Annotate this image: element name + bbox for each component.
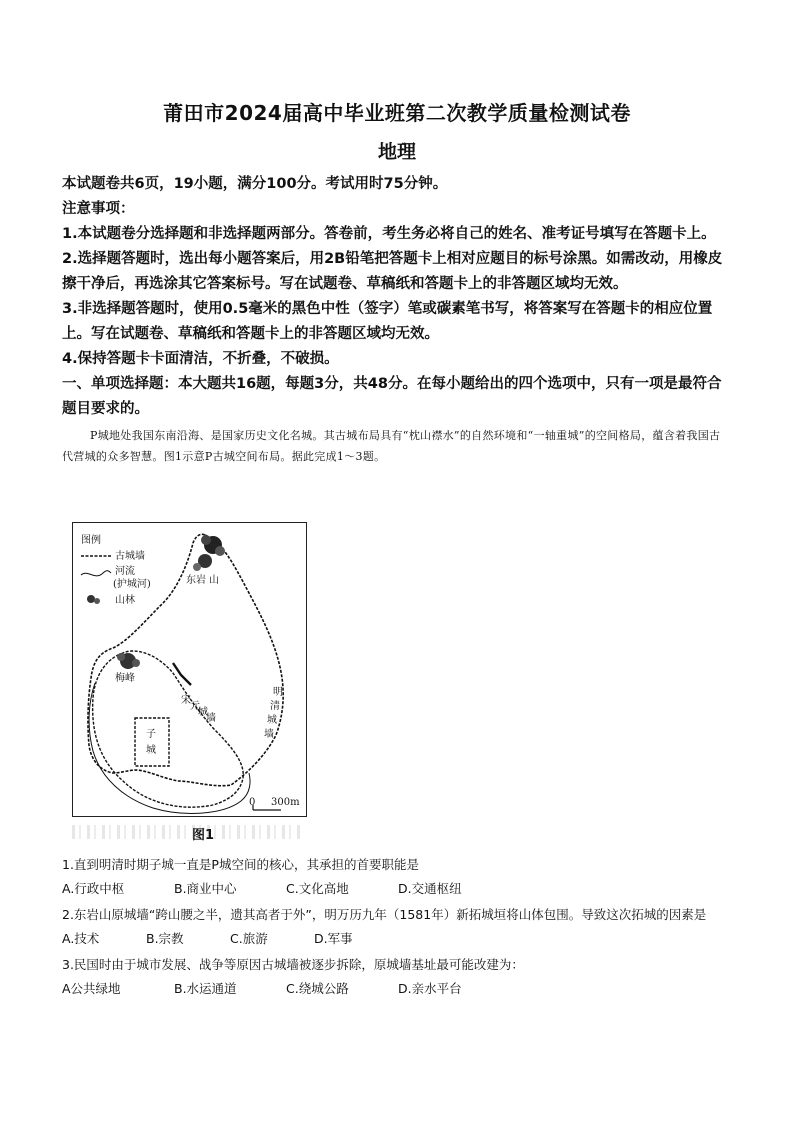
label-song-2: 元 xyxy=(190,701,200,712)
q2-option-c[interactable]: C.旅游 xyxy=(230,931,268,946)
question-3-options xyxy=(62,977,742,1001)
label-zicheng-2: 城 xyxy=(146,745,156,756)
label-dongyan-1: 东 xyxy=(186,575,196,586)
exam-instructions xyxy=(62,172,730,467)
label-song-4: 墙 xyxy=(206,713,216,724)
meifeng-forest xyxy=(117,653,140,669)
q1-option-c[interactable]: C.文化高地 xyxy=(286,881,349,896)
notice-item-3: 3.非选择题答题时，使用0.5毫米的黑色中性（签字）笔或碳素笔书写，将答案写在答题卡的相应位置上。写在试题卷、草稿纸和答题卡上的非答题区域均无效。 xyxy=(62,301,713,342)
scan-noise xyxy=(72,825,302,839)
q2-option-a[interactable]: A.技术 xyxy=(62,931,100,946)
label-dongyan-3: 山 xyxy=(209,575,219,586)
q3-option-a[interactable]: A公共绿地 xyxy=(62,981,121,996)
q3-option-b[interactable]: B.水运通道 xyxy=(174,981,237,996)
notice-item-1: 1.本试题卷分选择题和非选择题两部分。答卷前，考生务必将自己的姓名、准考证号填写在答题卡上。 xyxy=(62,226,716,242)
question-intro: P城地处我国东南沿海、是国家历史文化名城。其古城布局具有“枕山襟水”的自然环境和“一轴重城”的空间格局，蕴含着我国古代营城的众多智慧。图1示意P古城空间布局。据此完成1～3题。 xyxy=(62,429,721,463)
q1-option-a[interactable]: A.行政中枢 xyxy=(62,881,125,896)
legend-river-note: (护城河) xyxy=(113,579,151,590)
question-3-stem: 3.民国时由于城市发展、战争等原因古城墙被逐步拆除，原城墙基址最可能改建为： xyxy=(62,957,524,972)
figure-1 xyxy=(72,522,312,842)
ancient-city-map xyxy=(72,522,307,817)
notice-item-2: 2.选择题答题时，选出每小题答案后，用2B铅笔把答题卡上相对应题目的标号涂黑。如需改动，用橡皮擦干净后，再选涂其它答案标号。写在试题卷、草稿纸和答题卡上的非答题区域均无效。 xyxy=(62,251,723,292)
legend-forest-symbol xyxy=(87,595,100,604)
question-1-options xyxy=(62,877,742,901)
exam-summary: 本试题卷共6页，19小题，满分100分。考试用时75分钟。 xyxy=(62,176,448,192)
q3-option-c[interactable]: C.绕城公路 xyxy=(286,981,349,996)
section-heading: 一、单项选择题：本大题共16题，每题3分，共48分。在每小题给出的四个选项中，只有一项是最符合题目要求的。 xyxy=(62,376,722,417)
q3-option-d[interactable]: D.亲水平台 xyxy=(398,981,462,996)
moat-river-east xyxy=(173,663,191,685)
q1-option-d[interactable]: D.交通枢纽 xyxy=(398,881,462,896)
map-drawing xyxy=(73,523,308,818)
label-zicheng-1: 子 xyxy=(146,729,156,740)
legend-river-symbol xyxy=(81,571,111,576)
scale-distance: 300m xyxy=(271,797,300,808)
notice-item-4: 4.保持答题卡卡面清洁，不折叠，不破损。 xyxy=(62,351,339,367)
label-ming-3: 城 xyxy=(267,715,277,726)
question-1-stem: 1.直到明清时期子城一直是P城空间的核心，其承担的首要职能是 xyxy=(62,857,419,872)
dongyan-forest xyxy=(193,535,225,571)
label-song-3: 城 xyxy=(198,707,208,718)
label-song-1: 宋 xyxy=(181,695,191,706)
scale-zero: 0 xyxy=(249,797,256,808)
q2-option-d[interactable]: D.军事 xyxy=(314,931,353,946)
figure-caption: 图1 xyxy=(192,828,215,843)
notice-heading: 注意事项： xyxy=(62,201,135,217)
exam-title: 莆田市2024届高中毕业班第二次教学质量检测试卷 xyxy=(163,101,631,125)
zicheng-wall xyxy=(135,718,169,766)
legend-wall-label: 古城墙 xyxy=(115,551,145,562)
label-ming-1: 明 xyxy=(273,687,283,698)
question-2-options xyxy=(62,927,742,951)
legend-river-label: 河流 xyxy=(115,566,135,577)
legend-title: 图例 xyxy=(81,535,101,546)
label-ming-4: 墙 xyxy=(264,729,274,740)
question-list xyxy=(62,853,742,1003)
legend-forest-label: 山林 xyxy=(115,595,135,606)
label-ming-2: 清 xyxy=(270,701,280,712)
label-meifeng: 梅峰 xyxy=(115,673,135,684)
label-dongyan-2: 岩 xyxy=(196,575,206,586)
q1-option-b[interactable]: B.商业中心 xyxy=(174,881,237,896)
q2-option-b[interactable]: B.宗教 xyxy=(146,931,184,946)
subject-title: 地理 xyxy=(377,141,416,163)
question-2-stem: 2.东岩山原城墙“跨山腰之半，遗其高者于外”，明万历九年（1581年）新拓城垣将山体包围。导致这次拓城的因素是 xyxy=(62,907,707,922)
